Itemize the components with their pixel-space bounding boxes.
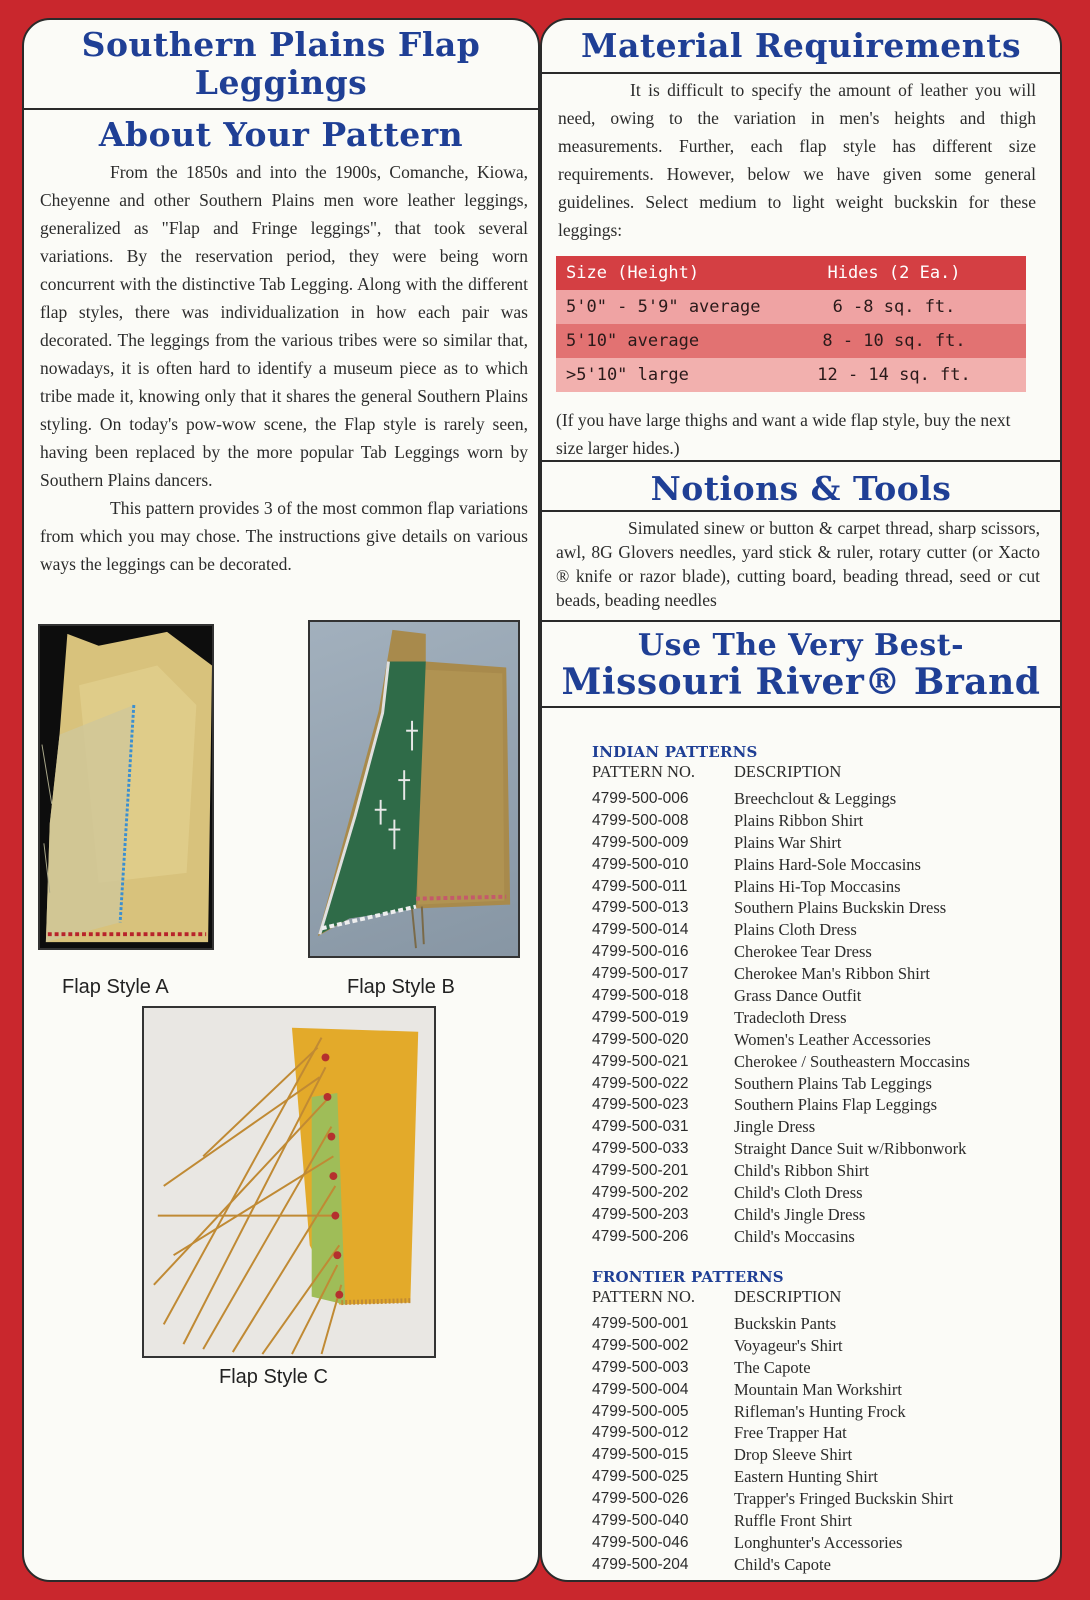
about-paragraph-1: From the 1850s and into the 1900s, Comanche, Kiowa, Cheyenne and other Southern Plains men wore leather leggings, generalized as "Flap and Fringe leggings", that took several variations. By the reservation period, they were being worn concurrent with the distinctive Tab Legging. Along with the different flap styles, there was individualization in how each pair was decorated. The leggings from the various tribes were so similar that, nowadays, it is often hard to identify a museum piece as to which tribe made it, knowing only that it shares the general Southern Plains styling. On today's pow-wow scene, the Flap style is rarely seen, having been replaced by the more popular Tab Leggings worn by Southern Plains dancers.	[40, 162, 528, 490]
right-panel	[540, 18, 1062, 1582]
pattern-row	[592, 1007, 970, 1029]
notions-paragraph: Simulated sinew or button & carpet thread, sharp scissors, awl, 8G Glovers needles, yard stick & ruler, rotary cutter (or Xacto ® knife or razor blade), cutting board, beading thread, seed or cut beads, beading needles	[556, 518, 1040, 610]
hides-cell: 6 -8 sq. ft.	[832, 297, 956, 317]
pattern-description: The Capote	[734, 1357, 811, 1377]
pattern-number: 4799-500-010	[592, 855, 689, 873]
pattern-row	[592, 832, 970, 854]
caption-flap-style-a: Flap Style A	[62, 976, 169, 998]
pattern-description: Ruffle Front Shirt	[734, 1511, 852, 1531]
pattern-description: Child's Moccasins	[734, 1226, 855, 1246]
pattern-row	[592, 1051, 970, 1073]
pattern-row	[592, 1116, 970, 1138]
pattern-number: 4799-500-018	[592, 987, 689, 1005]
indian-column-headers	[592, 762, 970, 788]
pattern-description: Plains War Shirt	[734, 832, 842, 852]
pattern-description: Voyageur's Shirt	[734, 1335, 843, 1355]
notions-text	[556, 516, 1040, 612]
pattern-row	[592, 963, 970, 985]
pattern-description: Straight Dance Suit w/Ribbonwork	[734, 1139, 967, 1159]
pattern-description: Trapper's Fringed Buckskin Shirt	[734, 1489, 954, 1509]
size-table-header	[556, 256, 1026, 290]
size-table	[556, 256, 1026, 392]
pattern-description: Plains Ribbon Shirt	[734, 810, 864, 830]
pattern-number: 4799-500-203	[592, 1205, 689, 1223]
pattern-row	[592, 1488, 953, 1510]
frontier-patterns-heading: FRONTIER PATTERNS	[592, 1268, 784, 1286]
pattern-description: Child's Ribbon Shirt	[734, 1161, 869, 1181]
pattern-number: 4799-500-006	[592, 790, 689, 807]
pattern-description: Drop Sleeve Shirt	[734, 1445, 853, 1465]
pattern-number: 4799-500-202	[592, 1184, 689, 1202]
frontier-column-headers	[592, 1287, 953, 1313]
indian-rows	[592, 788, 970, 1248]
pattern-row	[592, 1335, 953, 1357]
pattern-row	[592, 897, 970, 919]
material-text	[558, 76, 1036, 244]
pattern-number: 4799-500-009	[592, 833, 689, 851]
pattern-number: 4799-500-201	[592, 1162, 689, 1180]
size-cell: 5'10" average	[566, 331, 700, 351]
size-header: Size (Height)	[566, 263, 700, 283]
pattern-row	[592, 1160, 970, 1182]
pattern-row	[592, 1029, 970, 1051]
pattern-row	[592, 1466, 953, 1488]
pattern-row	[592, 941, 970, 963]
pattern-row	[592, 1182, 970, 1204]
pattern-description: Tradecloth Dress	[734, 1007, 847, 1027]
size-cell: >5'10" large	[566, 365, 689, 385]
notions-divider-top	[542, 460, 1060, 462]
pattern-number: 4799-500-046	[592, 1533, 689, 1551]
pattern-description: Child's Cloth Dress	[734, 1183, 863, 1203]
pattern-row	[592, 1401, 953, 1423]
size-table-row	[556, 324, 1026, 358]
pattern-number: 4799-500-021	[592, 1052, 689, 1070]
title-divider	[24, 108, 538, 110]
pattern-description: Buckskin Pants	[734, 1314, 837, 1333]
pattern-description: Mountain Man Workshirt	[734, 1379, 902, 1399]
pattern-row	[592, 1138, 970, 1160]
hides-header: Hides (2 Ea.)	[827, 263, 961, 283]
pattern-row	[592, 1510, 953, 1532]
pattern-row	[592, 1357, 953, 1379]
material-heading: Material Requirements	[580, 26, 1022, 65]
pattern-row	[592, 1444, 953, 1466]
brand-line-2: Missouri River® Brand	[561, 661, 1041, 703]
pattern-number: 4799-500-020	[592, 1030, 689, 1048]
pattern-number: 4799-500-019	[592, 1008, 689, 1026]
pattern-number: 4799-500-040	[592, 1512, 689, 1530]
pattern-number: 4799-500-022	[592, 1074, 689, 1092]
pattern-row	[592, 876, 970, 898]
pattern-number: 4799-500-012	[592, 1424, 689, 1442]
pattern-description: Plains Hard-Sole Moccasins	[734, 854, 921, 874]
pattern-description: Southern Plains Tab Leggings	[734, 1073, 932, 1093]
about-text	[40, 158, 528, 578]
pattern-number: 4799-500-033	[592, 1140, 689, 1158]
brand-divider-top	[542, 620, 1060, 622]
pattern-description: Jingle Dress	[734, 1117, 816, 1137]
pattern-number: 4799-500-031	[592, 1118, 689, 1136]
pattern-row	[592, 854, 970, 876]
pattern-row	[592, 788, 970, 810]
pattern-number: 4799-500-023	[592, 1096, 689, 1114]
pattern-description: Breechclout & Leggings	[734, 789, 897, 808]
pattern-row	[592, 919, 970, 941]
pattern-description: Women's Leather Accessories	[734, 1029, 931, 1049]
pattern-number: 4799-500-204	[592, 1555, 689, 1573]
indian-patterns-heading: INDIAN PATTERNS	[592, 743, 758, 761]
pattern-row	[592, 810, 970, 832]
pattern-row	[592, 1532, 953, 1554]
pattern-description: Rifleman's Hunting Frock	[734, 1401, 906, 1421]
pattern-row	[592, 1094, 970, 1116]
pattern-description: Southern Plains Flap Leggings	[734, 1095, 938, 1115]
pattern-number: 4799-500-016	[592, 943, 689, 961]
pattern-description: Plains Hi-Top Moccasins	[734, 876, 901, 896]
pattern-number: 4799-500-003	[592, 1358, 689, 1376]
flap-style-b-photo	[308, 620, 520, 958]
pattern-number: 4799-500-015	[592, 1446, 689, 1464]
about-heading: About Your Pattern	[98, 115, 464, 154]
pattern-number: 4799-500-008	[592, 811, 689, 829]
pattern-number: 4799-500-026	[592, 1490, 689, 1508]
pattern-no-header: PATTERN NO.	[592, 1287, 695, 1306]
pattern-description: Southern Plains Buckskin Dress	[734, 898, 947, 918]
size-table-row	[556, 358, 1026, 392]
pattern-description: Cherokee Man's Ribbon Shirt	[734, 964, 930, 984]
brand-divider-bottom	[542, 706, 1060, 708]
caption-flap-style-c: Flap Style C	[219, 1366, 328, 1388]
pattern-row	[592, 1313, 953, 1335]
caption-flap-style-b: Flap Style B	[347, 976, 455, 998]
pattern-row	[592, 1204, 970, 1226]
material-paragraph: It is difficult to specify the amount of leather you will need, owing to the variation in men's heights and thigh measurements. Further, each flap style has different size requirements. However, below we have given some general guidelines. Select medium to light weight buckskin for these leggings:	[558, 80, 1036, 240]
frontier-patterns-list	[592, 1267, 953, 1576]
pattern-number: 4799-500-017	[592, 965, 689, 983]
pattern-row	[592, 1226, 970, 1248]
pattern-description: Plains Cloth Dress	[734, 920, 857, 940]
description-header: DESCRIPTION	[734, 1287, 842, 1306]
hides-cell: 8 - 10 sq. ft.	[822, 331, 966, 351]
pattern-row	[592, 1379, 953, 1401]
pattern-row	[592, 1554, 953, 1576]
frontier-rows	[592, 1313, 953, 1576]
pattern-number: 4799-500-004	[592, 1380, 689, 1398]
legging-b-image	[310, 622, 518, 956]
flap-style-a-photo	[38, 624, 214, 950]
notions-heading: Notions & Tools	[650, 469, 952, 508]
pattern-row	[592, 985, 970, 1007]
pattern-number: 4799-500-001	[592, 1315, 689, 1332]
size-table-row	[556, 290, 1026, 324]
description-header: DESCRIPTION	[734, 762, 842, 781]
size-cell: 5'0" - 5'9" average	[566, 297, 761, 317]
legging-c-image	[144, 1008, 434, 1356]
pattern-number: 4799-500-013	[592, 899, 689, 917]
about-paragraph-2: This pattern provides 3 of the most common flap variations from which you may chose. The instructions give details on various ways the leggings can be decorated.	[40, 498, 528, 574]
material-note: (If you have large thighs and want a wide flap style, buy the next size larger hides.)	[556, 410, 1011, 458]
flap-style-c-photo	[142, 1006, 436, 1358]
pattern-description: Grass Dance Outfit	[734, 986, 862, 1006]
legging-a-image	[40, 626, 212, 948]
pattern-description: Free Trapper Hat	[734, 1423, 847, 1443]
indian-patterns-list	[592, 742, 970, 1248]
pattern-description: Cherokee / Southeastern Moccasins	[734, 1051, 970, 1071]
page-title: Southern Plains Flap Leggings	[81, 25, 481, 102]
pattern-number: 4799-500-005	[592, 1402, 689, 1420]
pattern-description: Child's Capote	[734, 1554, 831, 1574]
notions-divider-bottom	[542, 510, 1060, 512]
pattern-number: 4799-500-011	[592, 877, 688, 895]
pattern-no-header: PATTERN NO.	[592, 762, 695, 781]
pattern-description: Longhunter's Accessories	[734, 1532, 903, 1552]
left-panel	[22, 18, 540, 1582]
pattern-number: 4799-500-014	[592, 921, 689, 939]
pattern-description: Eastern Hunting Shirt	[734, 1467, 878, 1487]
pattern-number: 4799-500-206	[592, 1227, 689, 1245]
brand-line-1: Use The Very Best-	[637, 628, 965, 663]
pattern-row	[592, 1422, 953, 1444]
material-divider	[542, 72, 1060, 74]
pattern-description: Cherokee Tear Dress	[734, 942, 872, 962]
pattern-row	[592, 1073, 970, 1095]
hides-cell: 12 - 14 sq. ft.	[817, 365, 971, 385]
pattern-number: 4799-500-025	[592, 1468, 689, 1486]
pattern-number: 4799-500-002	[592, 1336, 689, 1354]
pattern-description: Child's Jingle Dress	[734, 1204, 866, 1224]
